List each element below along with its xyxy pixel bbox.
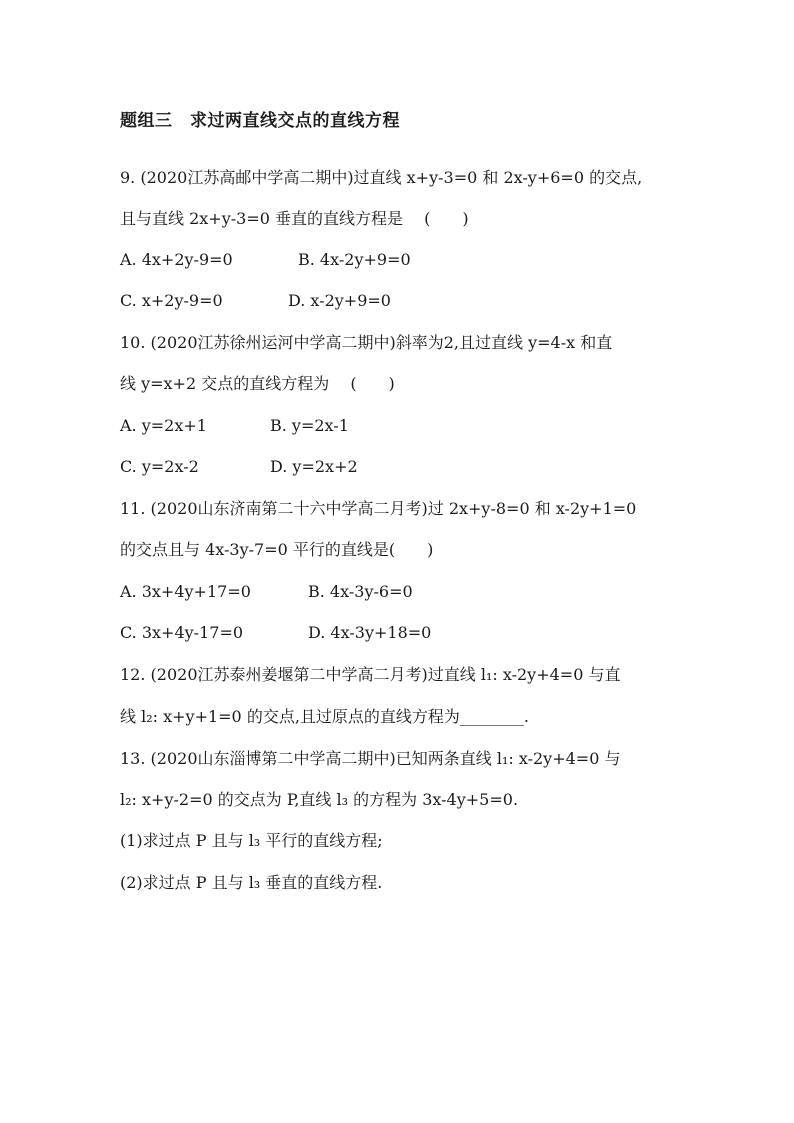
q13-part2: (2)求过点 P 且与 l₃ 垂直的直线方程. <box>120 873 383 892</box>
q10-option-c: C. y=2x-2 <box>120 457 199 476</box>
q11-stem-line2: 的交点且与 4x-3y-7=0 平行的直线是( ) <box>120 540 434 559</box>
q12-stem-line2: 线 l₂: x+y+1=0 的交点,且过原点的直线方程为________. <box>120 707 529 726</box>
q10-option-b: B. y=2x-1 <box>270 416 349 435</box>
q9-option-c: C. x+2y-9=0 <box>120 291 223 310</box>
q9-option-d: D. x-2y+9=0 <box>288 291 391 310</box>
q11-option-b: B. 4x-3y-6=0 <box>308 582 413 601</box>
q9-stem-line2: 且与直线 2x+y-3=0 垂直的直线方程是 ( ) <box>120 209 469 228</box>
q11-option-c: C. 3x+4y-17=0 <box>120 623 244 642</box>
q9-option-a: A. 4x+2y-9=0 <box>120 250 233 269</box>
q10-option-a: A. y=2x+1 <box>120 416 207 435</box>
q13-stem-line1: 13. (2020山东淄博第二中学高二期中)已知两条直线 l₁: x-2y+4=0 与 <box>120 749 621 768</box>
q12-stem-line1: 12. (2020江苏泰州姜堰第二中学高二月考)过直线 l₁: x-2y+4=0 与直 <box>120 665 621 684</box>
q11-stem-line1: 11. (2020山东济南第二十六中学高二月考)过 2x+y-8=0 和 x-2y+1=0 <box>120 499 637 518</box>
q9-option-b: B. 4x-2y+9=0 <box>298 250 411 269</box>
q13-part1: (1)求过点 P 且与 l₃ 平行的直线方程; <box>120 831 383 850</box>
q10-option-d: D. y=2x+2 <box>270 457 358 476</box>
q10-stem-line1: 10. (2020江苏徐州运河中学高二期中)斜率为2,且过直线 y=4-x 和直 <box>120 333 613 352</box>
section-title: 题组三 求过两直线交点的直线方程 <box>120 111 400 131</box>
q13-stem-line2: l₂: x+y-2=0 的交点为 P,直线 l₃ 的方程为 3x-4y+5=0. <box>120 790 519 809</box>
q11-option-d: D. 4x-3y+18=0 <box>308 623 432 642</box>
q10-stem-line2: 线 y=x+2 交点的直线方程为 ( ) <box>120 374 395 393</box>
q11-option-a: A. 3x+4y+17=0 <box>120 582 251 601</box>
q9-stem-line1: 9. (2020江苏高邮中学高二期中)过直线 x+y-3=0 和 2x-y+6=0 的交点, <box>120 168 643 187</box>
